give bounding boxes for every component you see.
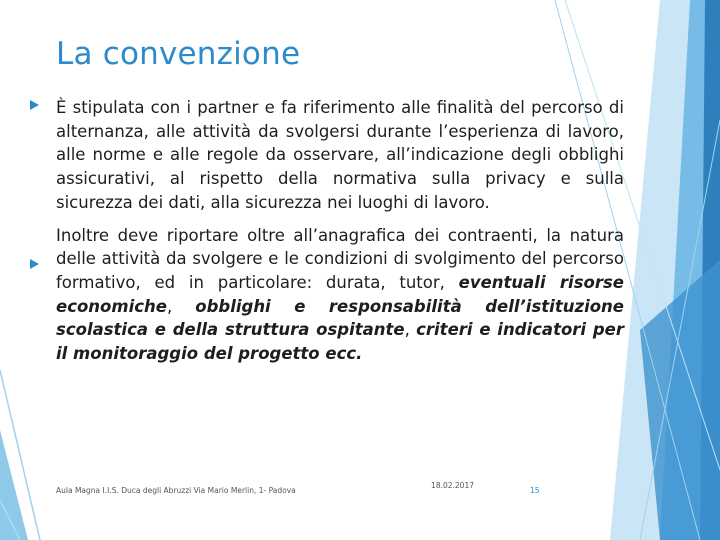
slide-body — [56, 96, 624, 375]
slide-title: La convenzione — [56, 36, 301, 72]
paragraph-2-text: Inoltre deve riportare oltre all’anagrafica dei contraenti, la natura delle attività da svolgere e le condizioni di svolgimento del percorso formativo, ed in particolare: durata, tutor, — [56, 225, 624, 292]
emphasis-risorse: eventuali risorse economiche — [56, 272, 624, 316]
footer-page-number: 15 — [530, 486, 540, 495]
paragraph-2 — [56, 224, 624, 366]
bullet-arrow-icon — [30, 259, 39, 269]
footer-location: Aula Magna I.I.S. Duca degli Abruzzi Via Mario Merlin, 1- Padova — [56, 486, 296, 495]
paragraph-1: È stipulata con i partner e fa riferimento alle finalità del percorso di alternanza, alle attività da svolgersi durante l’esperienza di lavoro, alle norme e alle regole da osservare, all’indicazione degli obblighi assicurativi, al rispetto della normativa sulla privacy e sulla sicurezza dei dati, alla sicurezza nei luoghi di lavoro. — [56, 98, 624, 212]
emphasis-obblighi: obblighi e responsabilità dell’istituzione scolastica e della struttura ospitante — [56, 296, 624, 340]
separator: , — [404, 320, 417, 340]
footer-date: 18.02.2017 — [431, 481, 474, 490]
separator: , — [166, 296, 196, 316]
bullet-arrow-icon — [30, 100, 39, 110]
emphasis-criteri: criteri e indicatori per il monitoraggio del progetto ecc. — [56, 320, 624, 364]
deco-corner-left — [0, 430, 28, 540]
